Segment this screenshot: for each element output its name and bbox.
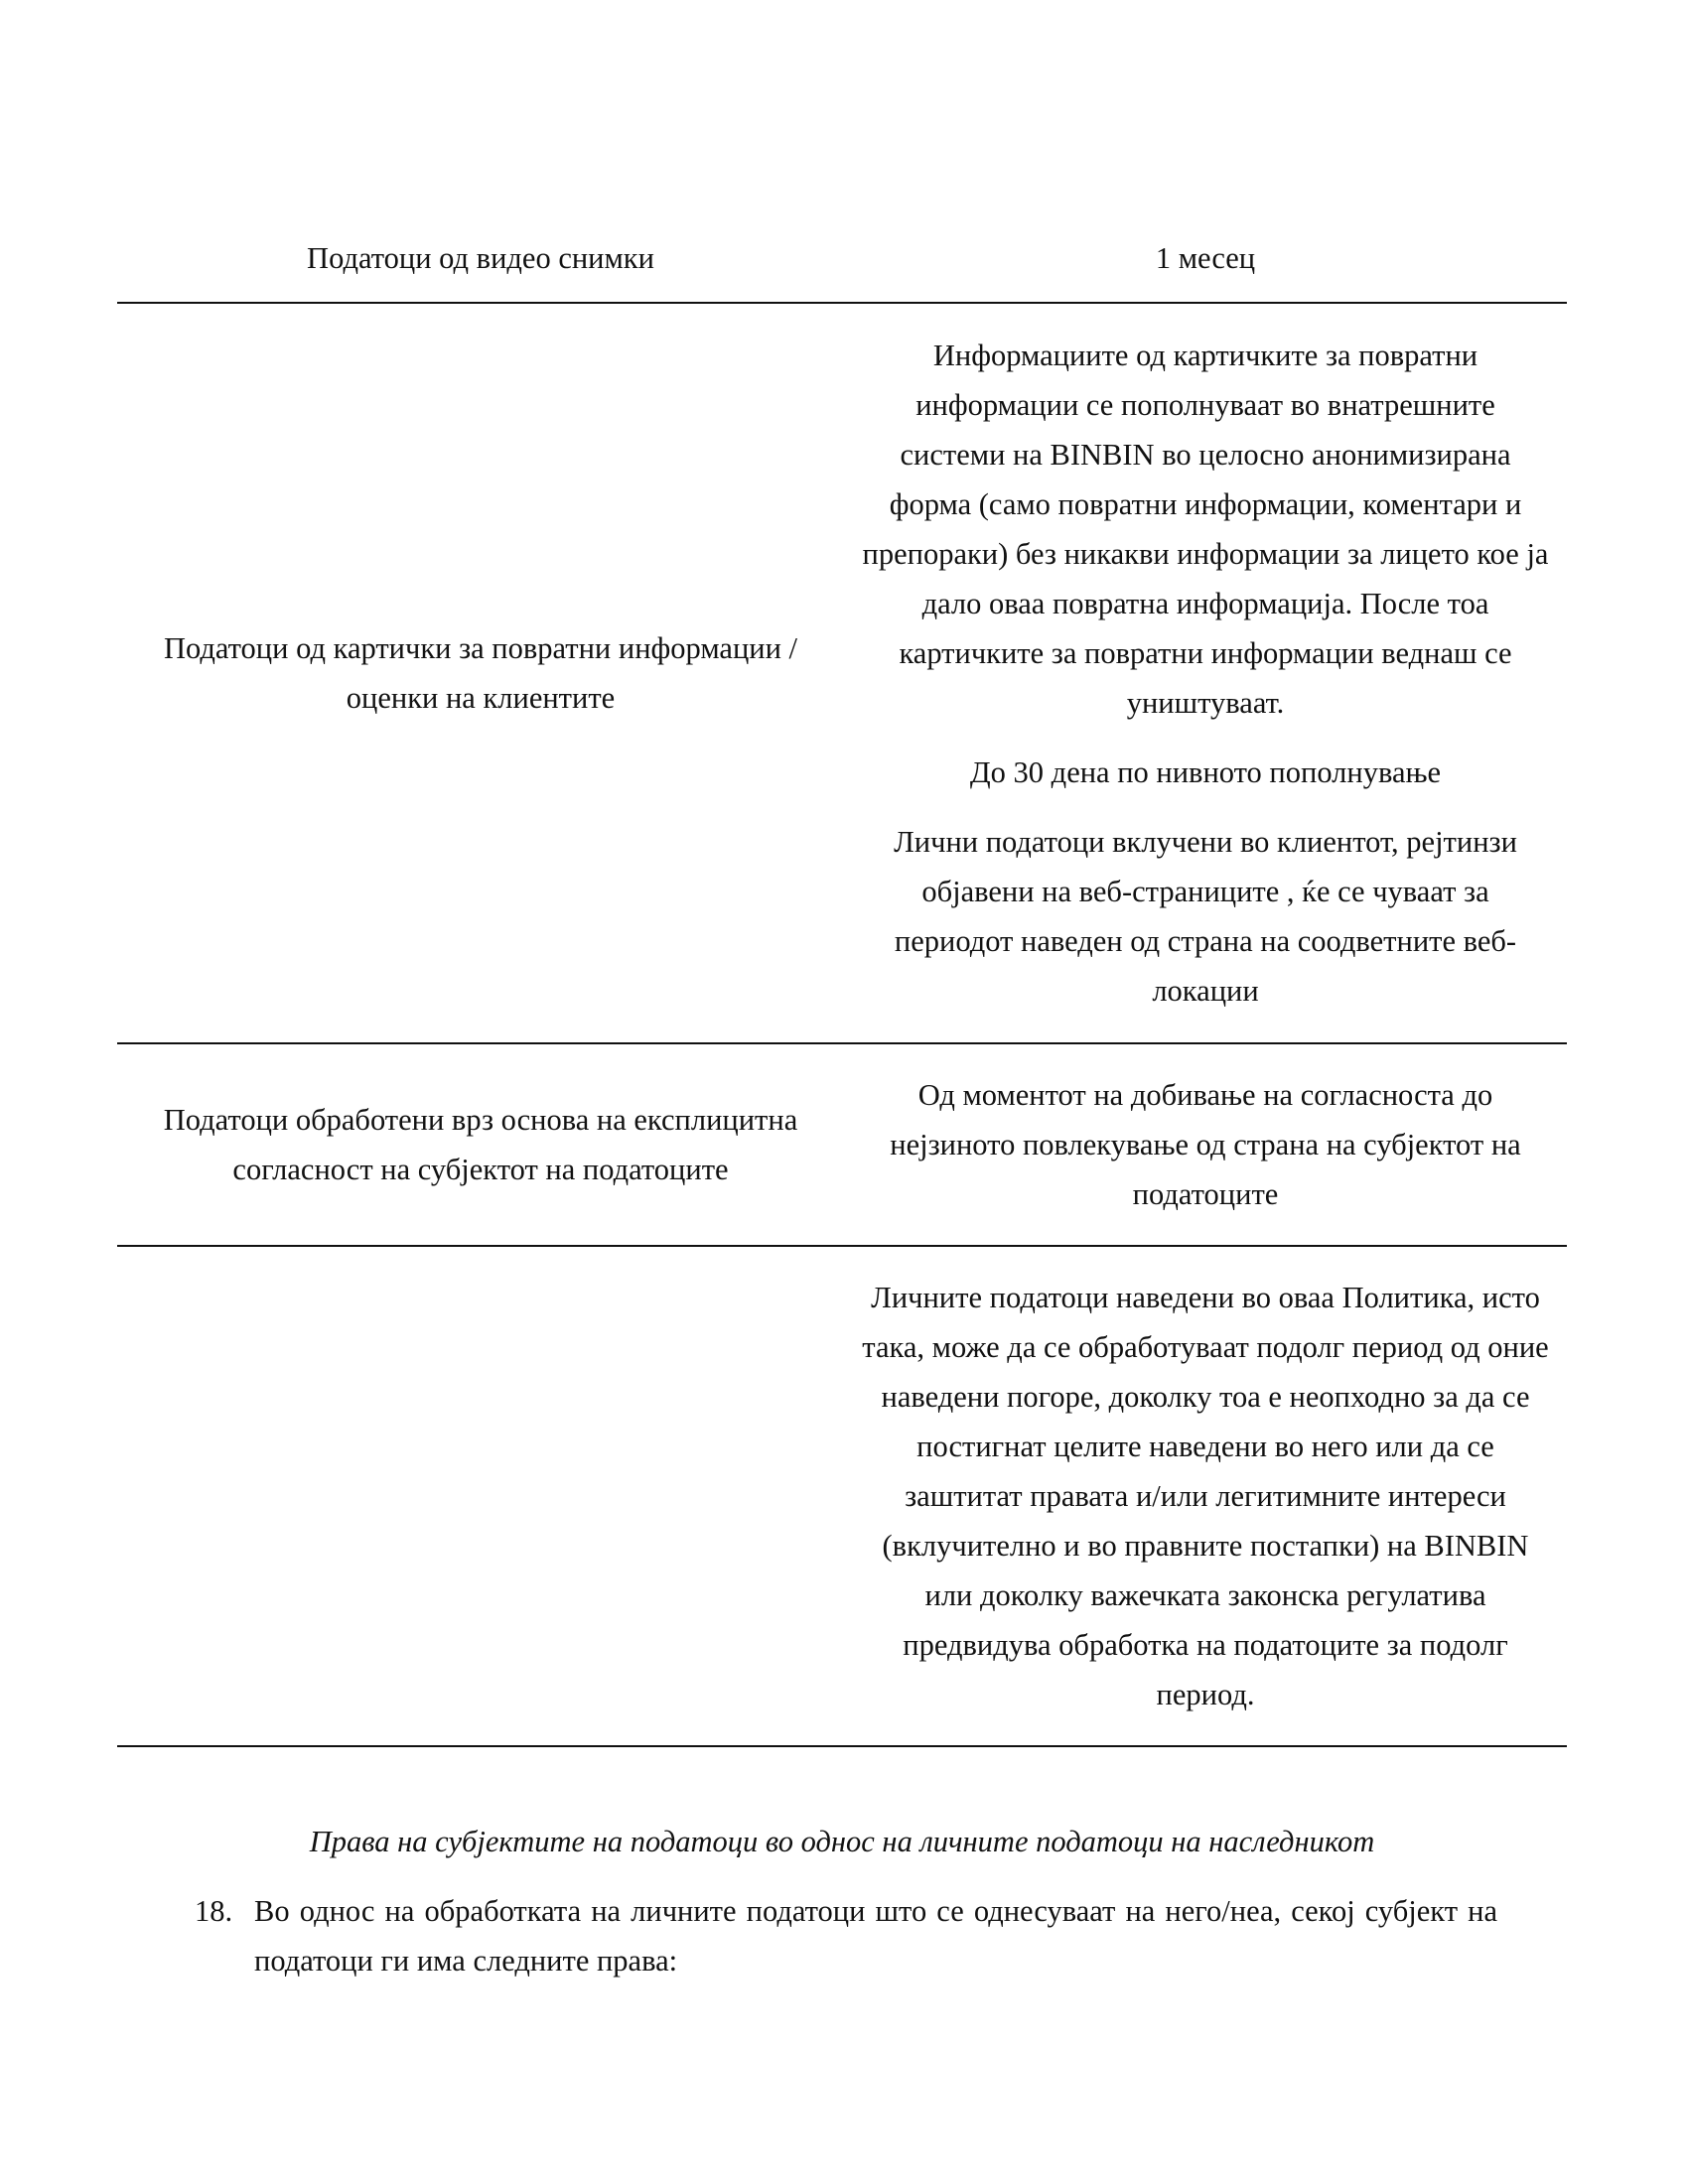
item-number: 18.: [195, 1894, 233, 1928]
retention-period-cell: [844, 210, 1567, 303]
item-text: Во однос на обработката на личните податоци што се однесуваат на него/неа, секој субјект на податоци ги има следните права:: [254, 1894, 1497, 1978]
retention-period-cell: [844, 1043, 1567, 1246]
numbered-paragraph: [195, 1886, 1497, 1985]
data-category-text: Податоци обработени врз основа на експлицитна согласност на субјектот на податоците: [163, 1103, 798, 1186]
data-category-cell: [117, 1043, 844, 1246]
data-category-cell: [117, 303, 844, 1043]
retention-period-text: Лични податоци вклучени во клиентот, рејтинзи објавени на веб-страниците , ќе се чуваат за периодот наведен од страна на соодветните веб-локации: [894, 825, 1517, 1008]
retention-period-cell: [844, 303, 1567, 1043]
retention-period-text: Информациите од картичките за повратни информации се пополнуваат во внатрешните системи на BINBIN во целосно анонимизирана форма (само повратни информации, коментари и препораки) без никакви информации за лицето кое ја дало оваа повратна информација. После тоа картичките за повратни информации веднаш се уништуваат.: [862, 339, 1549, 720]
table-row: [117, 303, 1567, 1043]
data-category-cell: [117, 210, 844, 303]
section-heading: Права на субјектите на податоци во однос на личните податоци на наследникот: [309, 1825, 1375, 1858]
retention-period-text: Од моментот на добивање на согласноста до нејзиното повлекување од страна на субјектот на податоците: [890, 1078, 1521, 1211]
data-category-text: Податоци од видео снимки: [307, 241, 654, 275]
retention-table: [117, 210, 1567, 1747]
table-row: [117, 1246, 1567, 1746]
data-category-cell: [117, 1246, 844, 1746]
retention-period-text: Личните податоци наведени во оваа Политика, исто така, може да се обработуваат подолг период од оние наведени погоре, доколку тоа е неопходно за да се постигнат целите наведени во него или да се заштитат правата и/или легитимните интереси (вклучително и во правните постапки) на BINBIN или доколку важечката законска регулатива предвидува обработка на податоците за подолг период.: [862, 1281, 1549, 1711]
retention-period-text: 1 месец: [1155, 241, 1256, 275]
table-row: [117, 210, 1567, 303]
retention-period-cell: [844, 1246, 1567, 1746]
retention-period-text: До 30 дена по нивното пополнување: [969, 755, 1442, 789]
table-row: [117, 1043, 1567, 1246]
data-category-text: Податоци од картички за повратни информации /оценки на клиентите: [163, 631, 798, 715]
